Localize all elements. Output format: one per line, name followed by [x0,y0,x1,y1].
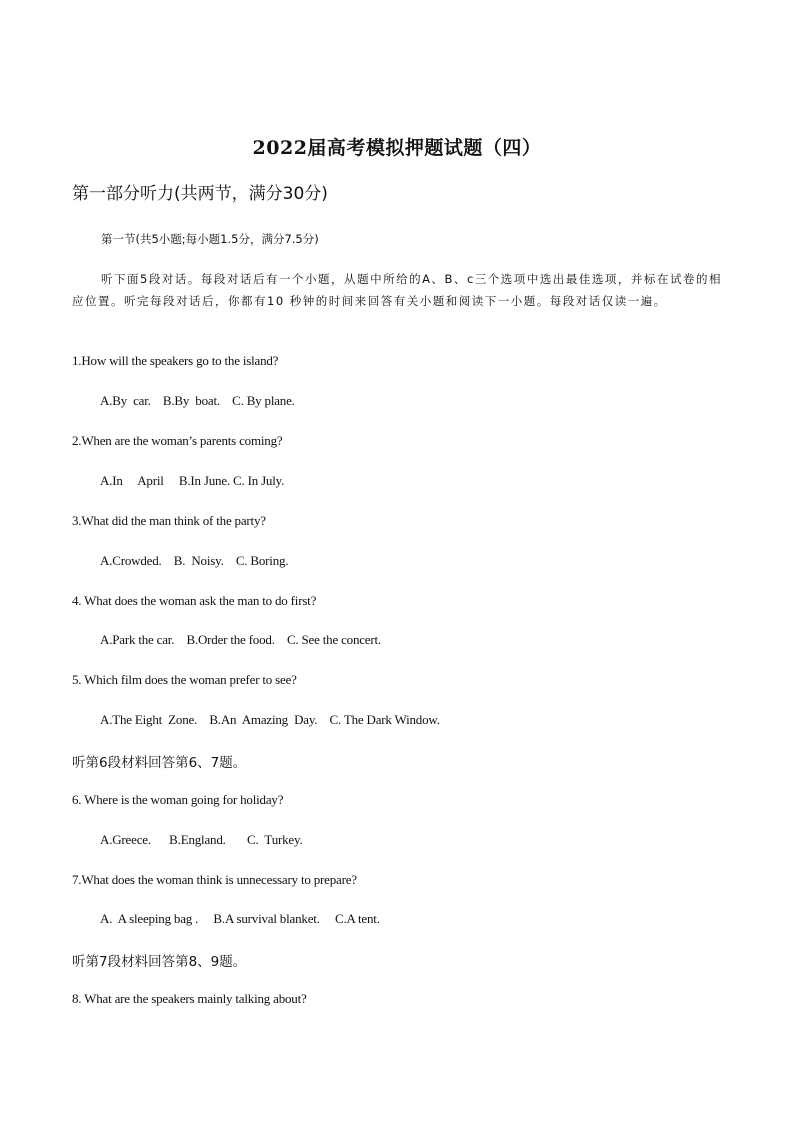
question-6-options: A.Greece. B.England. C. Turkey. [100,832,303,847]
question-2-options: A.In April B.In June. C. In July. [100,473,285,488]
section-heading: 第一节(共5小题;每小题1.5分，满分7.5分) [101,232,319,246]
question-1: 1.How will the speakers go to the island? [72,353,279,368]
question-3-options: A.Crowded. B. Noisy. C. Boring. [100,553,289,568]
question-1-options: A.By car. B.By boat. C. By plane. [100,393,295,408]
question-5-options: A.The Eight Zone. B.An Amazing Day. C. The Dark Window. [100,712,440,727]
material-note-6-7: 听第6段材料回答第6、7题。 [72,755,247,771]
question-7: 7.What does the woman think is unnecessary to prepare? [72,872,357,887]
question-8: 8. What are the speakers mainly talking about? [72,991,307,1006]
material-note-8-9: 听第7段材料回答第8、9题。 [72,954,247,970]
question-5: 5. Which film does the woman prefer to see? [72,672,297,687]
page-title: 2022届高考模拟押题试题（四） [252,137,542,159]
question-3: 3.What did the man think of the party? [72,513,266,528]
question-2: 2.When are the woman’s parents coming? [72,433,283,448]
instructions: 听下面5段对话。每段对话后有一个小题，从题中所给的A、B、c三个选项中选出最佳选项，并标在试卷的相应位置。听完每段对话后，你都有10 秒钟的时间来回答有关小题和阅读下一小题。每段对话仅读一遍。 [72,272,722,308]
question-4-options: A.Park the car. B.Order the food. C. See the concert. [100,632,381,647]
part-heading: 第一部分听力(共两节，满分30分) [72,184,328,204]
question-6: 6. Where is the woman going for holiday? [72,792,284,807]
question-7-options: A. A sleeping bag . B.A survival blanket. C.A tent. [100,911,380,926]
question-4: 4. What does the woman ask the man to do first? [72,593,317,608]
